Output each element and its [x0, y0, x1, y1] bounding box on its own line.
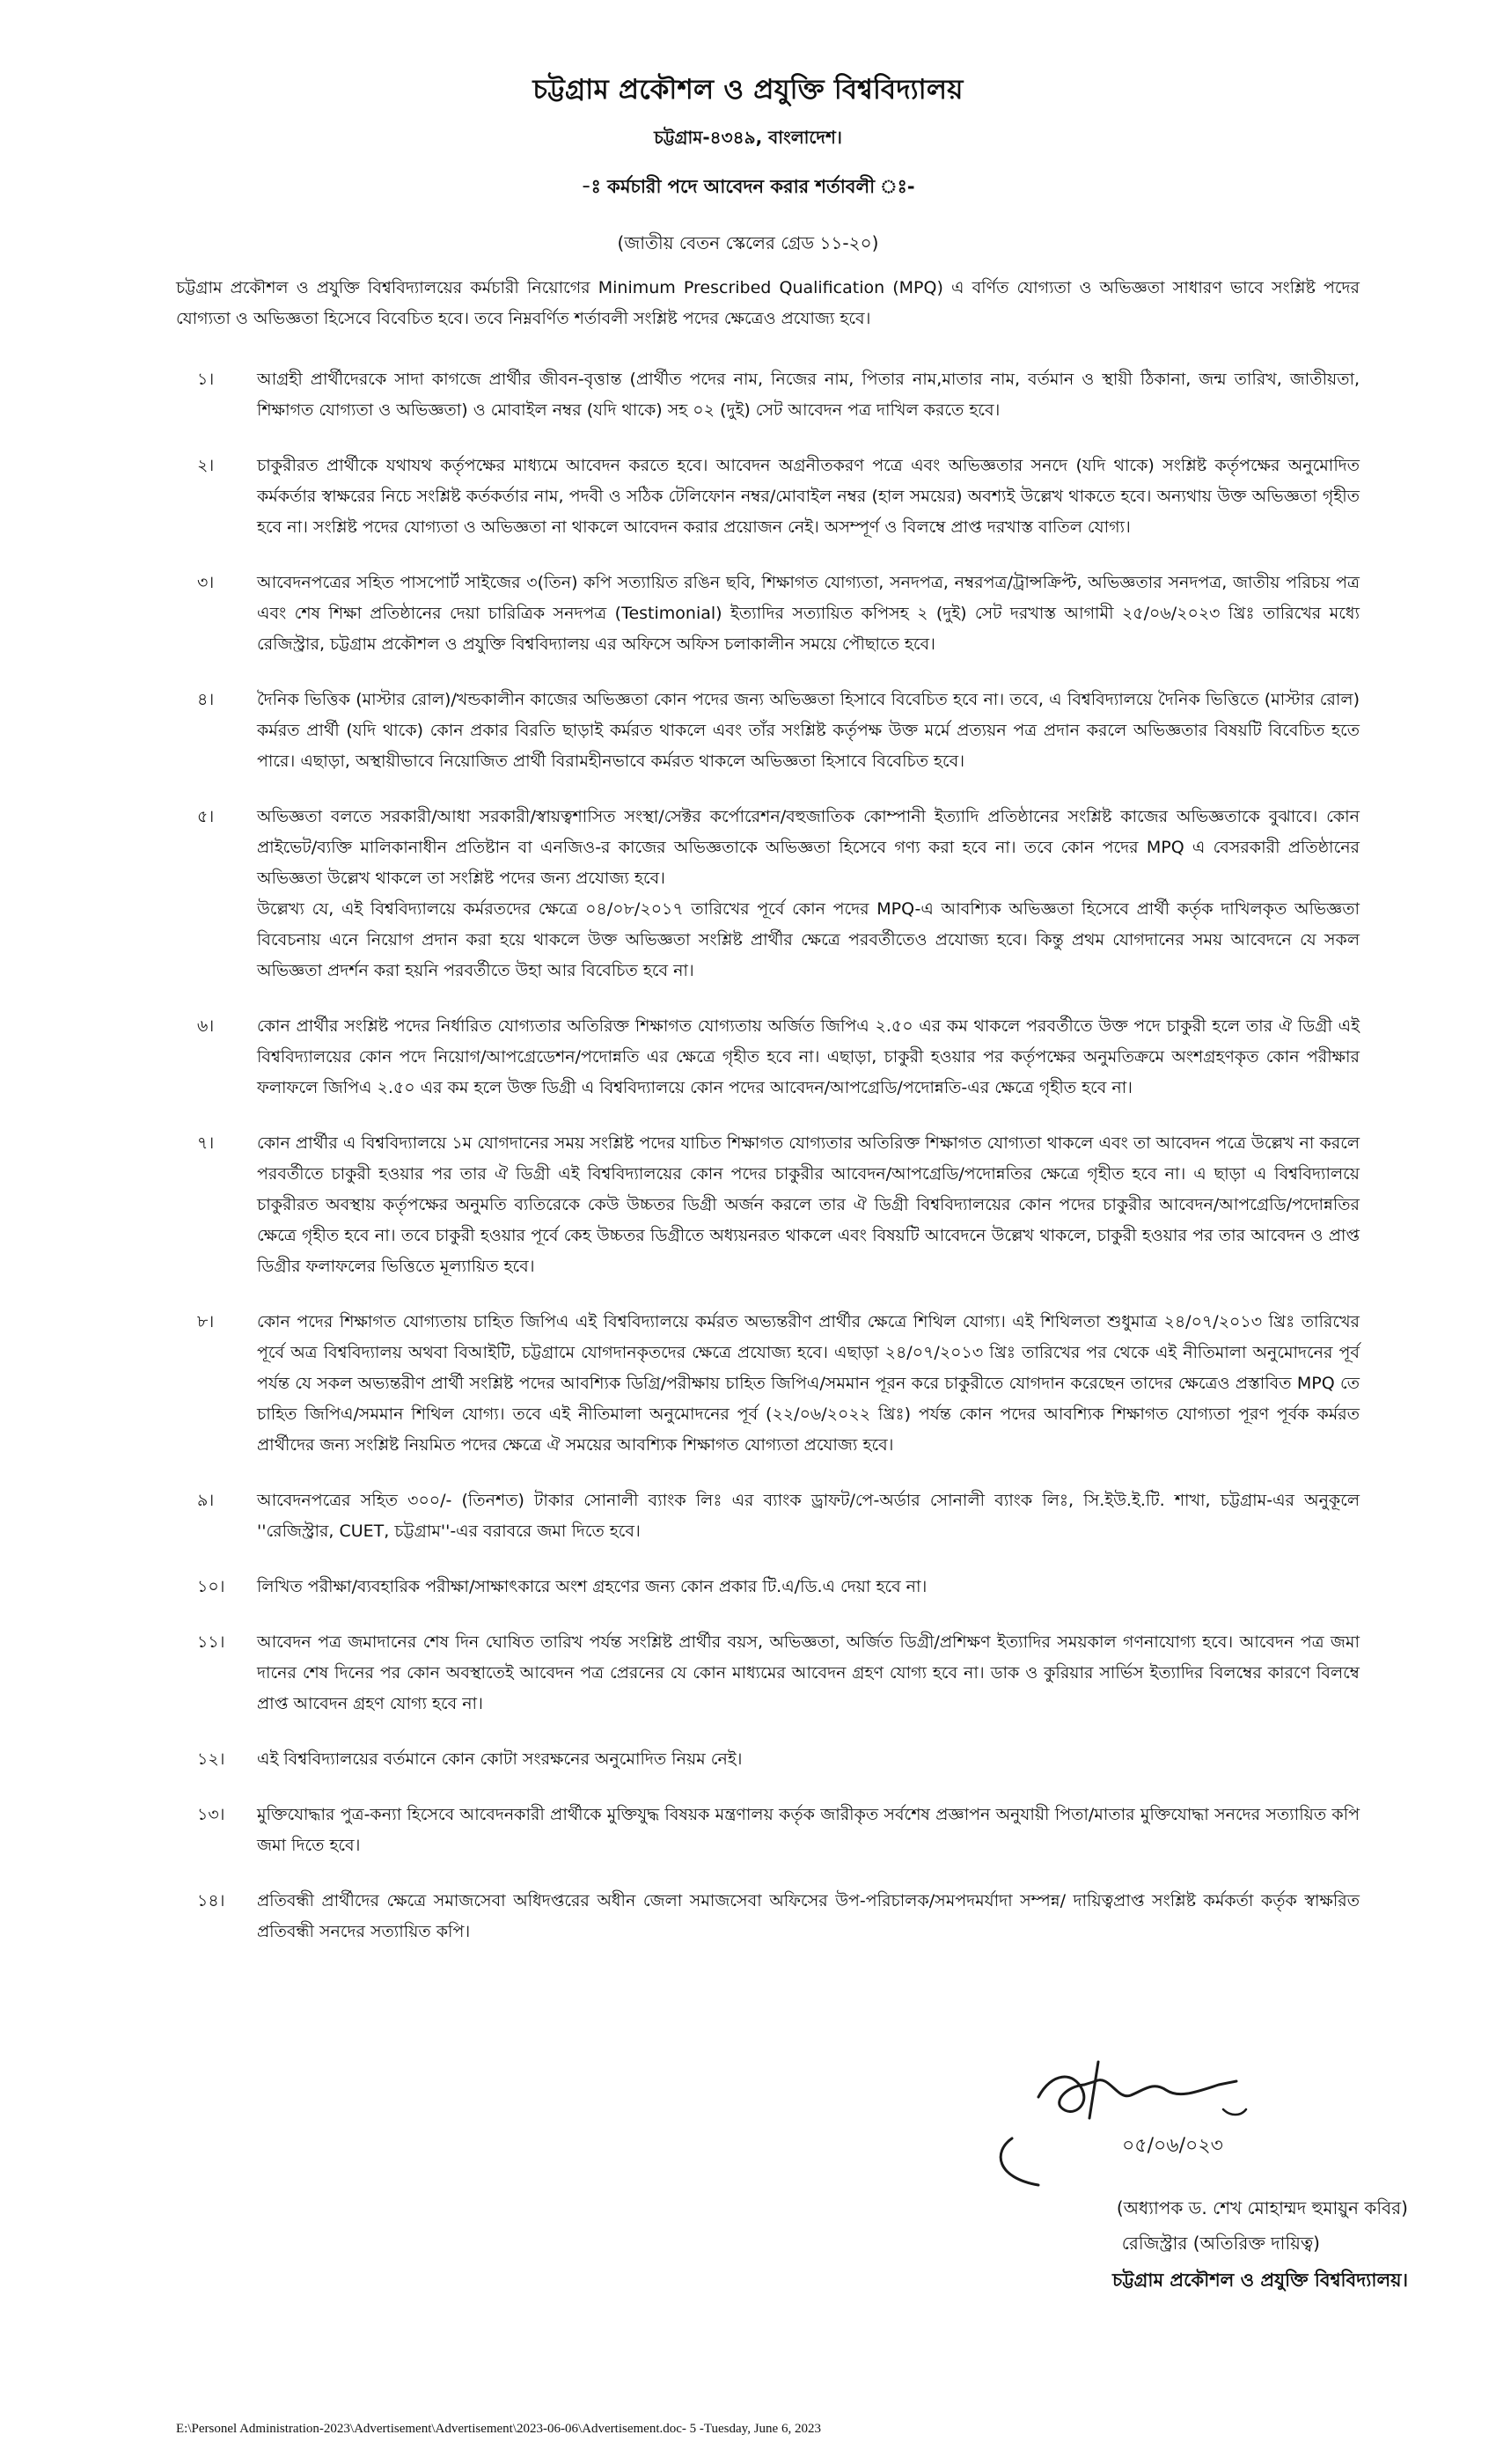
condition-text: লিখিত পরীক্ষা/ব্যবহারিক পরীক্ষা/সাক্ষাৎকারে অংশ গ্রহণের জন্য কোন প্রকার টি.এ/ডি.এ দেয়া হবে না।	[257, 1577, 928, 1596]
condition-item	[176, 1627, 1360, 1720]
file-path-footer: E:\Personel Administration-2023\Advertisement\Advertisement\2023-06-06\Advertisement.doc- 5 -Tuesday, June 6, 2023	[176, 2422, 821, 2436]
condition-number: ১২।	[197, 1749, 225, 1769]
condition-number: ৭।	[197, 1133, 215, 1153]
condition-text: আবেদনপত্রের সহিত ৩০০/- (তিনশত) টাকার সোনালী ব্যাংক লিঃ এর ব্যাংক ড্রাফট/পে-অর্ডার সোনালী ব্যাংক লিঃ, সি.ইউ.ই.টি. শাখা, চট্টগ্রাম-এর অনুকূলে ''রেজিস্ট্রার, CUET, চট্টগ্রাম''-এর বরাবরে জমা দিতে হবে।	[257, 1491, 1360, 1541]
intro-paragraph: চট্টগ্রাম প্রকৌশল ও প্রযুক্তি বিশ্ববিদ্যালয়ের কর্মচারী নিয়োগের Minimum Prescribed Qualification (MPQ) এ বর্ণিত যোগ্যতা ও অভিজ্ঞতা সাধারণ ভাবে সংশ্লিষ্ট পদের যোগ্যতা ও অভিজ্ঞতা হিসেবে বিবেচিত হবে। তবে নিম্নবর্ণিত শর্তাবলী সংশ্লিষ্ট পদের ক্ষেত্রেও প্রযোজ্য হবে।	[176, 278, 1360, 328]
letterhead	[0, 69, 1496, 154]
university-address: চট্টগ্রাম-৪৩৪৯, বাংলাদেশ।	[654, 127, 842, 148]
signature-block	[950, 2055, 1408, 2291]
condition-text: চাকুরীরত প্রার্থীকে যথাযথ কর্তৃপক্ষের মাধ্যমে আবেদন করতে হবে। আবেদন অগ্রনীতকরণ পত্রে এবং অভিজ্ঞতার সনদে (যদি থাকে) সংশ্লিষ্ট কর্তৃপক্ষের অনুমোদিত কর্মকর্তার স্বাক্ষরের নিচে সংশ্লিষ্ট কর্তকর্তার নাম, পদবী ও সঠিক টেলিফোন নম্বর/মোবাইল নম্বর (হাল সময়ের) অবশ্যই উল্লেখ থাকতে হবে। অন্যথায় উক্ত অভিজ্ঞতা গৃহীত হবে না। সংশ্লিষ্ট পদের যোগ্যতা ও অভিজ্ঞতা না থাকলে আবেদন করার প্রয়োজন নেই। অসম্পূর্ণ ও বিলম্বে প্রাপ্ত দরখাস্ত বাতিল যোগ্য।	[257, 456, 1360, 537]
signature-date: ০৫/০৬/০২৩	[1122, 2135, 1223, 2157]
condition-text: আগ্রহী প্রার্থীদেরকে সাদা কাগজে প্রার্থীর জীবন-বৃত্তান্ত (প্রার্থীত পদের নাম, নিজের নাম, পিতার নাম,মাতার নাম, বর্তমান ও স্থায়ী ঠিকানা, জন্ম তারিখ, জাতীয়তা, শিক্ষাগত যোগ্যতা ও অভিজ্ঞতা) ও মোবাইল নম্বর (যদি থাকে) সহ ০২ (দুই) সেট আবেদন পত্র দাখিল করতে হবে।	[257, 370, 1360, 420]
condition-text: কোন প্রার্থীর এ বিশ্ববিদ্যালয়ে ১ম যোগদানের সময় সংশ্লিষ্ট পদের যাচিত শিক্ষাগত যোগ্যতার অতিরিক্ত শিক্ষাগত যোগ্যতা থাকলে এবং তা আবেদন পত্রে উল্লেখ না করলে পরবর্তীতে চাকুরী হওয়ার পর তার ঐ ডিগ্রী এই বিশ্ববিদ্যালয়ের কোন পদের চাকুরীর আবেদন/আপগ্রেডি/পদোন্নতির ক্ষেত্রে গৃহীত হবে না। এ ছাড়া এ বিশ্ববিদ্যালয়ে চাকুরীরত অবস্থায় কর্তৃপক্ষের অনুমতি ব্যতিরেকে কেউ উচ্চতর ডিগ্রী অর্জন করলে তার ঐ ডিগ্রী বিশ্ববিদ্যালয়ের কোন পদের চাকুরীর আবেদন/আপগ্রেডি/পদোন্নতির ক্ষেত্রে গৃহীত হবে না। তবে চাকুরী হওয়ার পূর্বে কেহ উচ্চতর ডিগ্রীতে অধ্যয়নরত থাকলে এবং বিষয়টি আবেদনে উল্লেখ থাকলে, চাকুরী হওয়ার পর তার আবেদন ও প্রাপ্ত ডিগ্রীর ফলাফলের ভিত্তিতে মূল্যায়িত হবে।	[257, 1133, 1360, 1276]
condition-text: প্রতিবন্ধী প্রার্থীদের ক্ষেত্রে সমাজসেবা অধিদপ্তরের অধীন জেলা সমাজসেবা অফিসের উপ-পরিচালক/সমপদমর্যাদা সম্পন্ন/ দায়িত্বপ্রাপ্ত সংশ্লিষ্ট কর্মকর্তা কর্তৃক স্বাক্ষরিত প্রতিবন্ধী সনদের সত্যায়িত কপি।	[257, 1891, 1360, 1941]
condition-text: আবেদন পত্র জমাদানের শেষ দিন ঘোষিত তারিখ পর্যন্ত সংশ্লিষ্ট প্রার্থীর বয়স, অভিজ্ঞতা, অর্জিত ডিগ্রী/প্রশিক্ষণ ইত্যাদির সময়কাল গণনাযোগ্য হবে। আবেদন পত্র জমা দানের শেষ দিনের পর কোন অবস্থাতেই আবেদন পত্র প্রেরনের যে কোন মাধ্যমের আবেদন গ্রহণ যোগ্য হবে না। ডাক ও কুরিয়ার সার্ভিস ইত্যাদির বিলম্বের কারণে বিলম্বে প্রাপ্ত আবেদন গ্রহণ যোগ্য হবে না।	[257, 1632, 1360, 1713]
condition-number: ৬।	[197, 1016, 215, 1036]
condition-number: ৩।	[197, 573, 215, 592]
condition-item	[176, 1886, 1360, 1947]
condition-number: ৯।	[197, 1491, 215, 1510]
signatory-designation: রেজিস্ট্রার (অতিরিক্ত দায়িত্ব)	[1121, 2233, 1320, 2254]
condition-item	[176, 568, 1360, 660]
condition-item	[176, 1800, 1360, 1861]
condition-text: কোন পদের শিক্ষাগত যোগ্যতায় চাহিত জিপিএ এই বিশ্ববিদ্যালয়ে কর্মরত অভ্যন্তরীণ প্রার্থীর ক্ষেত্রে শিথিল যোগ্য। এই শিথিলতা শুধুমাত্র ২৪/০৭/২০১৩ খ্রিঃ তারিখের পূর্বে অত্র বিশ্ববিদ্যালয় অথবা বিআইটি, চট্টগ্রামে যোগদানকৃতদের ক্ষেত্রে প্রযোজ্য হবে। এছাড়া ২৪/০৭/২০১৩ খ্রিঃ তারিখের পর থেকে এই নীতিমালা অনুমোদনের পূর্ব পর্যন্ত যে সকল অভ্যন্তরীণ প্রার্থী সংশ্লিষ্ট পদের আবশ্যিক ডিগ্রি/পরীক্ষায় চাহিত জিপিএ/সমমান পূরন করে চাকুরীতে যোগদান করেছেন তাদের ক্ষেত্রেও প্রস্তাবিত MPQ তে চাহিত জিপিএ/সমমান শিথিল যোগ্য। তবে এই নীতিমালা অনুমোদনের পূর্ব (২২/০৬/২০২২ খ্রিঃ) পর্যন্ত কোন পদের আবশ্যিক শিক্ষাগত যোগ্যতা পূরণ পূর্বক কর্মরত প্রার্থীদের জন্য সংশ্লিষ্ট নিয়মিত পদের ক্ষেত্রে ঐ সময়ের আবশ্যিক শিক্ষাগত যোগ্যতা প্রযোজ্য হবে।	[257, 1312, 1360, 1455]
condition-number: ১০।	[197, 1577, 225, 1596]
condition-text: এই বিশ্ববিদ্যালয়ের বর্তমানে কোন কোটা সংরক্ষনের অনুমোদিত নিয়ম নেই।	[257, 1749, 743, 1769]
condition-text: আবেদনপত্রের সহিত পাসপোর্ট সাইজের ৩(তিন) কপি সত্যায়িত রঙিন ছবি, শিক্ষাগত যোগ্যতা, সনদপত্র, নম্বরপত্র/ট্রান্সক্রিপ্ট, অভিজ্ঞতার সনদপত্র, জাতীয় পরিচয় পত্র এবং শেষ শিক্ষা প্রতিষ্ঠানের দেয়া চারিত্রিক সনদপত্র (Testimonial) ইত্যাদির সত্যায়িত কপিসহ ২ (দুই) সেট দরখাস্ত আগামী ২৫/০৬/২০২৩ খ্রিঃ তারিখের মধ্যে রেজিস্ট্রার, চট্টগ্রাম প্রকৌশল ও প্রযুক্তি বিশ্ববিদ্যালয় এর অফিসে অফিস চলাকালীন সময়ে পৌছাতে হবে।	[257, 573, 1360, 654]
condition-item	[176, 364, 1360, 426]
condition-item	[176, 685, 1360, 777]
condition-item	[176, 451, 1360, 543]
condition-number: ২।	[197, 456, 215, 475]
condition-item	[176, 1011, 1360, 1104]
handwritten-signature	[977, 2055, 1302, 2187]
condition-number: ৪।	[197, 690, 215, 709]
signatory-name: (অধ্যাপক ড. শেখ মোহাম্মদ হুমায়ুন কবির)	[1116, 2197, 1408, 2218]
document-title: -ঃ কর্মচারী পদে আবেদন করার শর্তাবলী ঃ-	[581, 176, 915, 197]
condition-text: অভিজ্ঞতা বলতে সরকারী/আধা সরকারী/স্বায়ত্বশাসিত সংস্থা/সেক্টর কর্পোরেশন/বহুজাতিক কোম্পানী ইত্যাদি প্রতিষ্ঠানের সংশ্লিষ্ট কাজের অভিজ্ঞতাকে বুঝাবে। কোন প্রাইভেট/ব্যক্তি মালিকানাধীন প্রতিষ্টান বা এনজিও-র কাজের অভিজ্ঞতাকে অভিজ্ঞতা হিসেবে গণ্য করা হবে না। তবে কোন পদের MPQ এ বেসরকারী প্রতিষ্ঠানের অভিজ্ঞতা উল্লেখ থাকলে তা সংশ্লিষ্ট পদের জন্য প্রযোজ্য হবে।	[257, 807, 1360, 888]
university-name: চট্টগ্রাম প্রকৌশল ও প্রযুক্তি বিশ্ববিদ্যালয়	[532, 74, 964, 106]
conditions-list	[176, 364, 1360, 1972]
condition-number: ৮।	[197, 1312, 215, 1331]
condition-item	[176, 1307, 1360, 1461]
condition-text-block	[257, 802, 1360, 986]
condition-item	[176, 1485, 1360, 1547]
condition-note: উল্লেখ্য যে, এই বিশ্ববিদ্যালয়ে কর্মরতদের ক্ষেত্রে ০৪/০৮/২০১৭ তারিখের পূর্বে কোন পদের MPQ-এ আবশ্যিক অভিজ্ঞতা হিসেবে প্রার্থী কর্তৃক দাখিলকৃত অভিজ্ঞতা বিবেচনায় এনে নিয়োগ প্রদান করা হয়ে থাকলে উক্ত অভিজ্ঞতা সংশ্লিষ্ট প্রার্থীর ক্ষেত্রে পরবর্তীতেও প্রযোজ্য হবে। কিন্তু প্রথম যোগদানের সময় আবেদনে যে সকল অভিজ্ঞতা প্রদর্শন করা হয়নি পরবর্তীতে উহা আর বিবেচিত হবে না।	[257, 899, 1360, 980]
signatory-organization: চট্টগ্রাম প্রকৌশল ও প্রযুক্তি বিশ্ববিদ্যালয়।	[1112, 2270, 1408, 2291]
condition-item	[176, 1744, 1360, 1775]
condition-number: ৫।	[197, 807, 215, 826]
condition-number: ১১।	[197, 1632, 225, 1652]
condition-item	[176, 802, 1360, 986]
condition-number: ১।	[197, 370, 215, 389]
condition-number: ১৪।	[197, 1891, 225, 1910]
condition-number: ১৩।	[197, 1805, 225, 1824]
condition-text: দৈনিক ভিত্তিক (মাস্টার রোল)/খন্ডকালীন কাজের অভিজ্ঞতা কোন পদের জন্য অভিজ্ঞতা হিসাবে বিবেচিত হবে না। তবে, এ বিশ্ববিদ্যালয়ে দৈনিক ভিত্তিতে (মাস্টার রোল) কর্মরত প্রার্থী (যদি থাকে) কোন প্রকার বিরতি ছাড়াই কর্মরত থাকলে এবং তাঁর সংশ্লিষ্ট কর্তৃপক্ষ উক্ত মর্মে প্রত্যয়ন পত্র প্রদান করলে অভিজ্ঞতার বিষয়টি বিবেচিত হতে পারে। এছাড়া, অস্থায়ীভাবে নিয়োজিত প্রার্থী বিরামহীনভাবে কর্মরত থাকলে অভিজ্ঞতা হিসাবে বিবেচিত হবে।	[257, 690, 1360, 771]
condition-text: কোন প্রার্থীর সংশ্লিষ্ট পদের নির্ধারিত যোগ্যতার অতিরিক্ত শিক্ষাগত যোগ্যতায় অর্জিত জিপিএ ২.৫০ এর কম থাকলে পরবর্তীতে উক্ত পদে চাকুরী হলে তার ঐ ডিগ্রী এই বিশ্ববিদ্যালয়ের কোন পদে নিয়োগ/আপগ্রেডেশন/পদোন্নতি এর ক্ষেত্রে গৃহীত হবে না। এছাড়া, চাকুরী হওয়ার পর কর্তৃপক্ষের অনুমতিক্রমে অংশগ্রহণকৃত কোন পরীক্ষার ফলাফলে জিপিএ ২.৫০ এর কম হলে উক্ত ডিগ্রী এ বিশ্ববিদ্যালয়ে কোন পদের আবেদন/আপগ্রেডি/পদোন্নতি-এর ক্ষেত্রে গৃহীত হবে না।	[257, 1016, 1360, 1097]
condition-item	[176, 1128, 1360, 1282]
condition-item	[176, 1572, 1360, 1602]
condition-text: মুক্তিযোদ্ধার পুত্র-কন্যা হিসেবে আবেদনকারী প্রার্থীকে মুক্তিযুদ্ধ বিষয়ক মন্ত্রণালয় কর্তৃক জারীকৃত সর্বশেষ প্রজ্ঞাপন অনুযায়ী পিতা/মাতার মুক্তিযোদ্ধা সনদের সত্যায়িত কপি জমা দিতে হবে।	[257, 1805, 1360, 1855]
document-subtitle: (জাতীয় বেতন স্কেলের গ্রেড ১১-২০)	[617, 232, 879, 253]
